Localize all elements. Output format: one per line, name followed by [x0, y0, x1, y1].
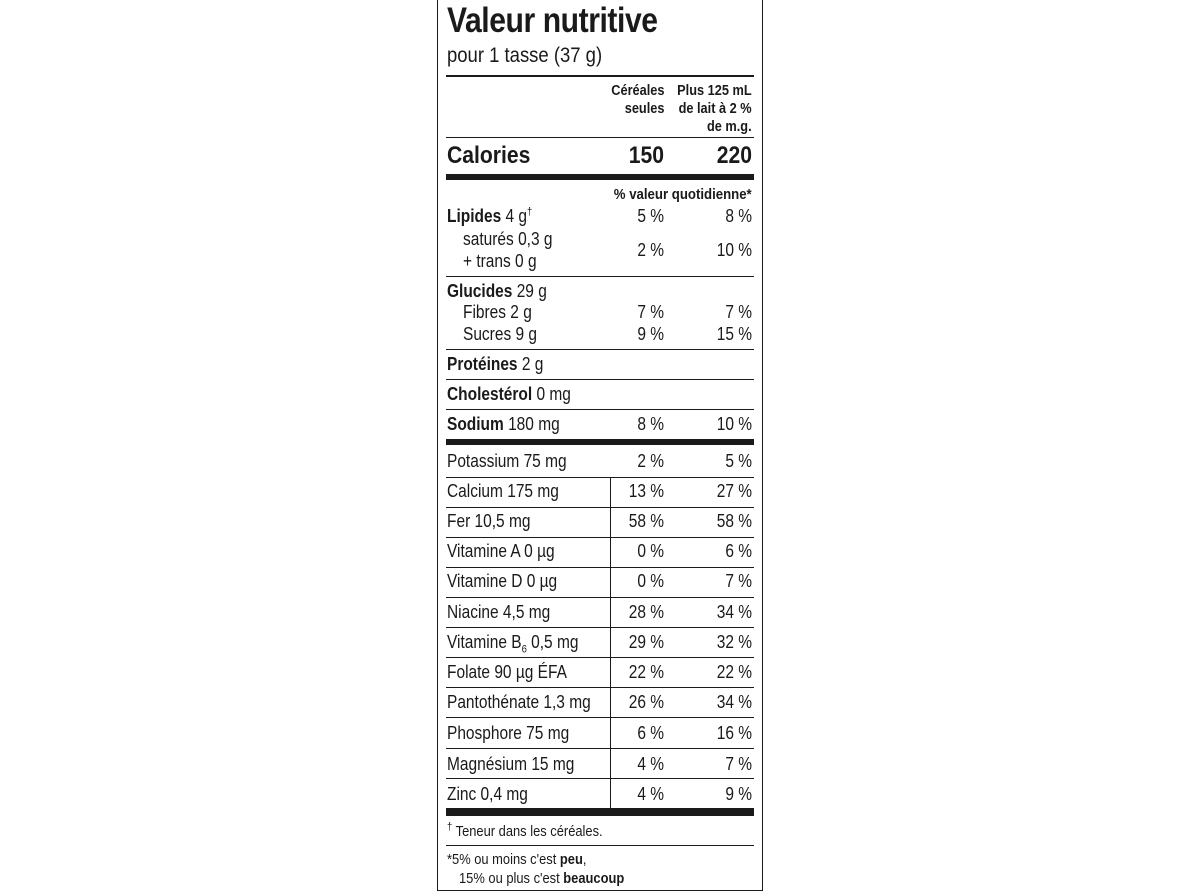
sodium-label: Sodium 180 mg [447, 414, 560, 434]
micronutrient-label: Potassium 75 mg [447, 451, 567, 471]
micronutrient-dv-with-milk: 5 % [725, 451, 752, 471]
thick-divider [446, 439, 754, 445]
sugars-dv-with-milk: 15 % [716, 324, 752, 344]
table-title: Valeur nutritive [447, 1, 658, 40]
micronutrient-label: Phosphore 75 mg [447, 723, 570, 743]
divider [446, 75, 754, 77]
divider [446, 379, 754, 380]
divider [446, 778, 754, 779]
micronutrient-label: Niacine 4,5 mg [447, 602, 551, 622]
column-header-with-milk: Plus 125 mL de lait à 2 % de m.g. [677, 83, 752, 135]
calories-label: Calories [447, 142, 531, 169]
micronutrient-dv-cereal: 0 % [637, 571, 664, 591]
daily-value-header: % valeur quotidienne* [614, 186, 752, 203]
sodium-dv-cereal: 8 % [637, 414, 664, 434]
micronutrient-dv-cereal: 2 % [637, 451, 664, 471]
serving-size: pour 1 tasse (37 g) [447, 44, 603, 67]
thick-divider [446, 808, 754, 816]
sugars-dv-cereal: 9 % [637, 324, 664, 344]
divider [446, 567, 754, 568]
column-header-cereal: Céréales seules [610, 83, 664, 117]
micronutrient-dv-cereal: 58 % [628, 511, 664, 531]
micronutrient-label: Folate 90 µg ÉFA [447, 662, 567, 682]
micronutrient-dv-with-milk: 27 % [716, 481, 752, 501]
micronutrient-label: Vitamine $B_6$ 0,5 mg [447, 632, 579, 656]
nutrition-facts-table [437, 0, 763, 891]
divider [446, 137, 754, 138]
fibre-dv-cereal: 7 % [637, 302, 664, 322]
sat-trans-dv-cereal: 2 % [637, 240, 664, 260]
micronutrient-dv-cereal: 4 % [637, 754, 664, 774]
micronutrient-label: Vitamine A 0 µg [447, 541, 555, 561]
micronutrient-dv-with-milk: 32 % [716, 632, 752, 652]
sodium-dv-with-milk: 10 % [716, 414, 752, 434]
divider [446, 717, 754, 718]
column-separator [610, 477, 611, 808]
divider [446, 845, 754, 846]
micronutrient-dv-cereal: 4 % [637, 784, 664, 804]
micronutrient-label: Calcium 175 mg [447, 481, 559, 501]
micronutrient-dv-cereal: 22 % [628, 662, 664, 682]
micronutrient-dv-with-milk: 34 % [716, 602, 752, 622]
micronutrient-label: Magnésium 15 mg [447, 754, 575, 774]
fat-label: Lipides 4 g† [447, 206, 533, 226]
micronutrient-dv-cereal: 0 % [637, 541, 664, 561]
micronutrient-dv-cereal: 28 % [628, 602, 664, 622]
micronutrient-dv-with-milk: 22 % [716, 662, 752, 682]
divider [446, 657, 754, 658]
sugars-label: Sucres 9 g [463, 324, 538, 344]
micronutrient-dv-with-milk: 9 % [725, 784, 752, 804]
saturated-fat-label: saturés 0,3 g [463, 229, 553, 249]
calories-cereal: 150 [628, 142, 664, 169]
divider [446, 597, 754, 598]
calories-with-milk: 220 [716, 142, 752, 169]
carbohydrate-label: Glucides 29 g [447, 281, 547, 301]
fat-dv-cereal: 5 % [637, 206, 664, 226]
divider [446, 276, 754, 277]
fat-dv-with-milk: 8 % [725, 206, 752, 226]
divider [446, 409, 754, 410]
sat-trans-dv-with-milk: 10 % [716, 240, 752, 260]
trans-fat-label: + trans 0 g [463, 251, 537, 271]
micronutrient-dv-with-milk: 7 % [725, 571, 752, 591]
divider [446, 349, 754, 350]
footnote-high-dv: 15% ou plus c'est beaucoup [459, 870, 625, 887]
footnote-low-dv: *5% ou moins c'est peu, [447, 851, 587, 868]
micronutrient-label: Fer 10,5 mg [447, 511, 531, 531]
micronutrient-dv-cereal: 13 % [628, 481, 664, 501]
micronutrient-dv-with-milk: 6 % [725, 541, 752, 561]
thick-divider [446, 174, 754, 180]
footnote-dagger: † Teneur dans les céréales. [447, 821, 603, 840]
fibre-label: Fibres 2 g [463, 302, 532, 322]
micronutrient-dv-cereal: 29 % [628, 632, 664, 652]
fibre-dv-with-milk: 7 % [725, 302, 752, 322]
cholesterol-label: Cholestérol 0 mg [447, 384, 571, 404]
micronutrient-dv-with-milk: 58 % [716, 511, 752, 531]
divider [446, 477, 754, 478]
micronutrient-dv-cereal: 6 % [637, 723, 664, 743]
micronutrient-label: Vitamine D 0 µg [447, 571, 558, 591]
micronutrient-label: Zinc 0,4 mg [447, 784, 528, 804]
divider [446, 748, 754, 749]
divider [446, 687, 754, 688]
divider [446, 627, 754, 628]
protein-label: Protéines 2 g [447, 354, 544, 374]
micronutrient-label: Pantothénate 1,3 mg [447, 692, 591, 712]
divider [446, 537, 754, 538]
divider [446, 507, 754, 508]
micronutrient-dv-with-milk: 7 % [725, 754, 752, 774]
micronutrient-dv-with-milk: 16 % [716, 723, 752, 743]
micronutrient-dv-cereal: 26 % [628, 692, 664, 712]
micronutrient-dv-with-milk: 34 % [716, 692, 752, 712]
